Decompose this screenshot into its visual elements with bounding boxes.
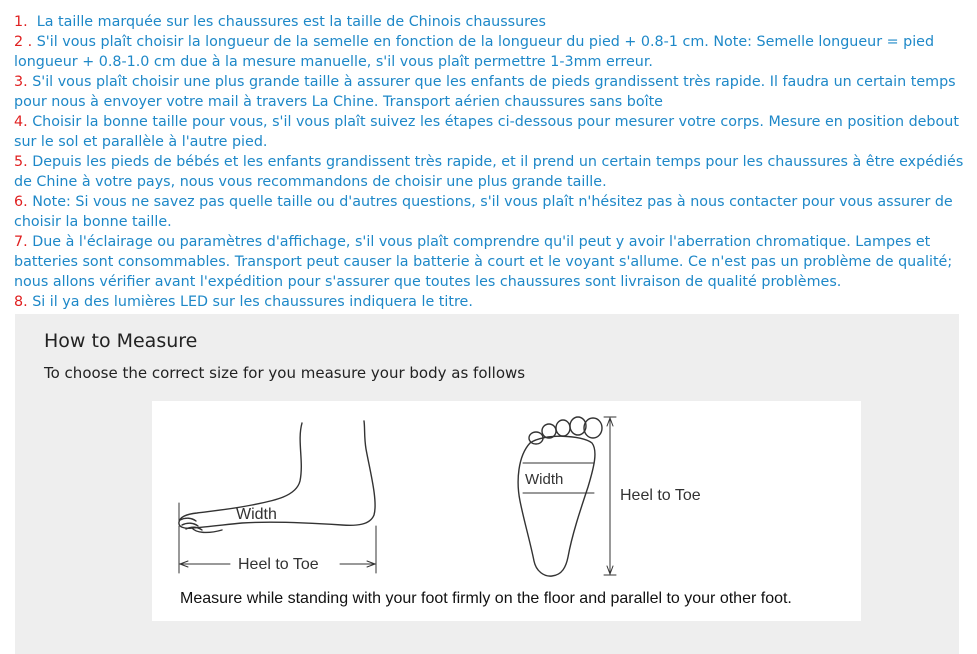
note-text: Note: Si vous ne savez pas quelle taille ou d'autres questions, s'il vous plaît n'hésitez pas à nous contacter pour vous assurer de choisir la bonne taille.: [14, 194, 953, 230]
note-item: [14, 192, 964, 232]
size-notes-list: [14, 12, 964, 312]
note-text: Due à l'éclairage ou paramètres d'affichage, s'il vous plaît comprendre qu'il peut y avoir l'aberration chromatique. Lampes et batteries sont consommables. Transport peut causer la batterie à court et le voyant s'allume. Ce n'est pas un problème de qualité; nous allons vérifier avant l'expédition pour s'assurer que toutes les chaussures sont livraison de qualité problèmes.: [14, 234, 953, 290]
note-text: Choisir la bonne taille pour vous, s'il vous plaît suivez les étapes ci-dessous pour mesurer votre corps. Mesure en position debout sur le sol et parallèle à l'autre pied.: [14, 114, 959, 150]
note-text: S'il vous plaît choisir une plus grande taille à assurer que les enfants de pieds grandissent très rapide. Il faudra un certain temps pour nous à envoyer votre mail à travers La Chine. Transport aérien chaussures sans boîte: [14, 74, 956, 110]
note-text: Depuis les pieds de bébés et les enfants grandissent très rapide, et il prend un certain temps pour les chaussures à être expédiés de Chine à votre pays, nous vous recommandons de choisir une plus grande taille.: [14, 154, 964, 190]
note-item: [14, 112, 964, 152]
note-number: 6.: [14, 194, 28, 210]
foot-measure-diagram: [152, 401, 861, 621]
side-length-label: Heel to Toe: [238, 556, 319, 573]
note-text: Si il ya des lumières LED sur les chaussures indiquera le titre.: [32, 294, 473, 310]
note-item: [14, 72, 964, 112]
note-number: 8.: [14, 294, 28, 310]
note-text: La taille marquée sur les chaussures est la taille de Chinois chaussures: [36, 14, 546, 30]
measure-subtitle: To choose the correct size for you measure your body as follows: [44, 364, 526, 382]
measure-title: How to Measure: [44, 330, 198, 352]
note-item: [14, 32, 964, 72]
how-to-measure-panel: [15, 314, 959, 654]
note-item: [14, 292, 964, 312]
note-item: [14, 152, 964, 192]
note-number: 4.: [14, 114, 28, 130]
measure-caption: Measure while standing with your foot firmly on the floor and parallel to your other foot.: [180, 590, 792, 607]
side-width-label: Width: [236, 506, 277, 523]
top-width-label: Width: [525, 471, 564, 488]
note-number: 1.: [14, 14, 28, 30]
note-item: [14, 12, 964, 32]
top-foot-outline-icon: [518, 436, 595, 576]
note-number: 2 .: [14, 34, 33, 50]
note-item: [14, 232, 964, 292]
note-number: 5.: [14, 154, 28, 170]
top-length-label: Heel to Toe: [620, 487, 701, 504]
note-number: 7.: [14, 234, 28, 250]
side-foot-outline-icon: [179, 421, 375, 528]
note-number: 3.: [14, 74, 28, 90]
note-text: S'il vous plaît choisir la longueur de la semelle en fonction de la longueur du pied + 0.8-1 cm. Note: Semelle longueur = pied longueur + 0.8-1.0 cm due à la mesure manuelle, s'il vous plaît permettre 1-3mm erreur.: [14, 34, 935, 70]
